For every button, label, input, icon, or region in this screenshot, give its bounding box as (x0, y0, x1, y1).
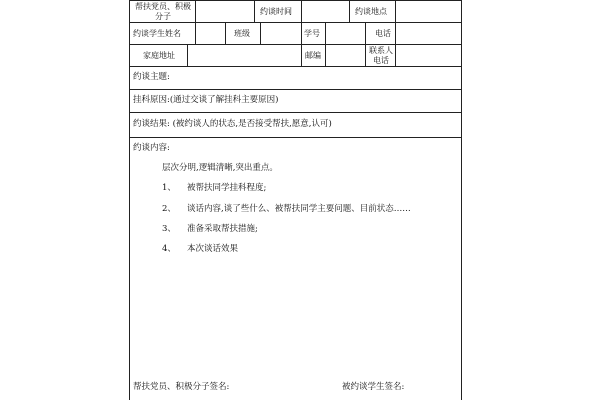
grid-line (195, 22, 196, 44)
grid-line (325, 22, 326, 44)
grid-line (301, 22, 302, 44)
grid-line (349, 0, 350, 22)
grid-line (395, 44, 396, 66)
grid-line (195, 0, 196, 22)
grid-line (365, 44, 366, 66)
grid-line (254, 0, 255, 22)
content-item-number: 2、 (162, 204, 176, 214)
interview-place-label: 约谈地点 (355, 7, 387, 16)
grid-line (325, 44, 326, 66)
grid-line (129, 44, 462, 45)
helper-signature-label: 帮扶党员、积极分子签名: (133, 382, 230, 392)
content-item-number: 1、 (162, 183, 176, 193)
class-label: 班级 (234, 29, 250, 38)
fail-reason-label: 挂科原因:(通过交谈了解挂科主要原因) (133, 95, 279, 105)
grid-line (129, 89, 462, 90)
content-item-text: 本次谈话效果 (187, 244, 239, 254)
content-item-number: 3、 (162, 224, 176, 234)
grid-line (129, 112, 462, 113)
content-item-number: 4、 (162, 244, 176, 254)
content-intro: 层次分明,逻辑清晰,突出重点。 (162, 163, 278, 173)
content-item-text: 谈话内容,谈了些什么、被帮扶同学主要问题、目前状态…… (187, 204, 411, 214)
topic-label: 约谈主题: (133, 72, 170, 82)
grid-line (187, 44, 188, 66)
interview-form (129, 0, 462, 400)
student-name-label: 约谈学生姓名 (133, 29, 181, 38)
content-label: 约谈内容: (133, 143, 170, 153)
student-signature-label: 被约谈学生签名: (342, 382, 405, 392)
grid-line (260, 22, 261, 44)
grid-line (365, 22, 366, 44)
phone-label: 电话 (375, 29, 391, 38)
grid-line (129, 0, 462, 1)
home-address-label: 家庭地址 (143, 51, 175, 60)
content-item-text: 被帮扶同学挂科程度; (187, 183, 267, 193)
grid-line (395, 22, 396, 44)
contact-phone-label: 联系人电话 (369, 46, 393, 65)
grid-line (395, 0, 396, 22)
grid-line (301, 44, 302, 66)
student-id-label: 学号 (304, 29, 320, 38)
grid-line (225, 22, 226, 44)
grid-line (461, 0, 462, 400)
helper-label: 帮扶党员、积极分子 (135, 2, 191, 21)
grid-line (129, 0, 130, 400)
grid-line (301, 0, 302, 22)
grid-line (129, 22, 462, 23)
interview-time-label: 约谈时间 (260, 7, 292, 16)
grid-line (129, 66, 462, 67)
content-item-text: 准备采取帮扶措施; (187, 224, 258, 234)
grid-line (129, 137, 462, 138)
result-label: 约谈结果: (被约谈人的状态,是否接受帮扶,愿意,认可) (133, 119, 332, 129)
postcode-label: 邮编 (305, 51, 321, 60)
